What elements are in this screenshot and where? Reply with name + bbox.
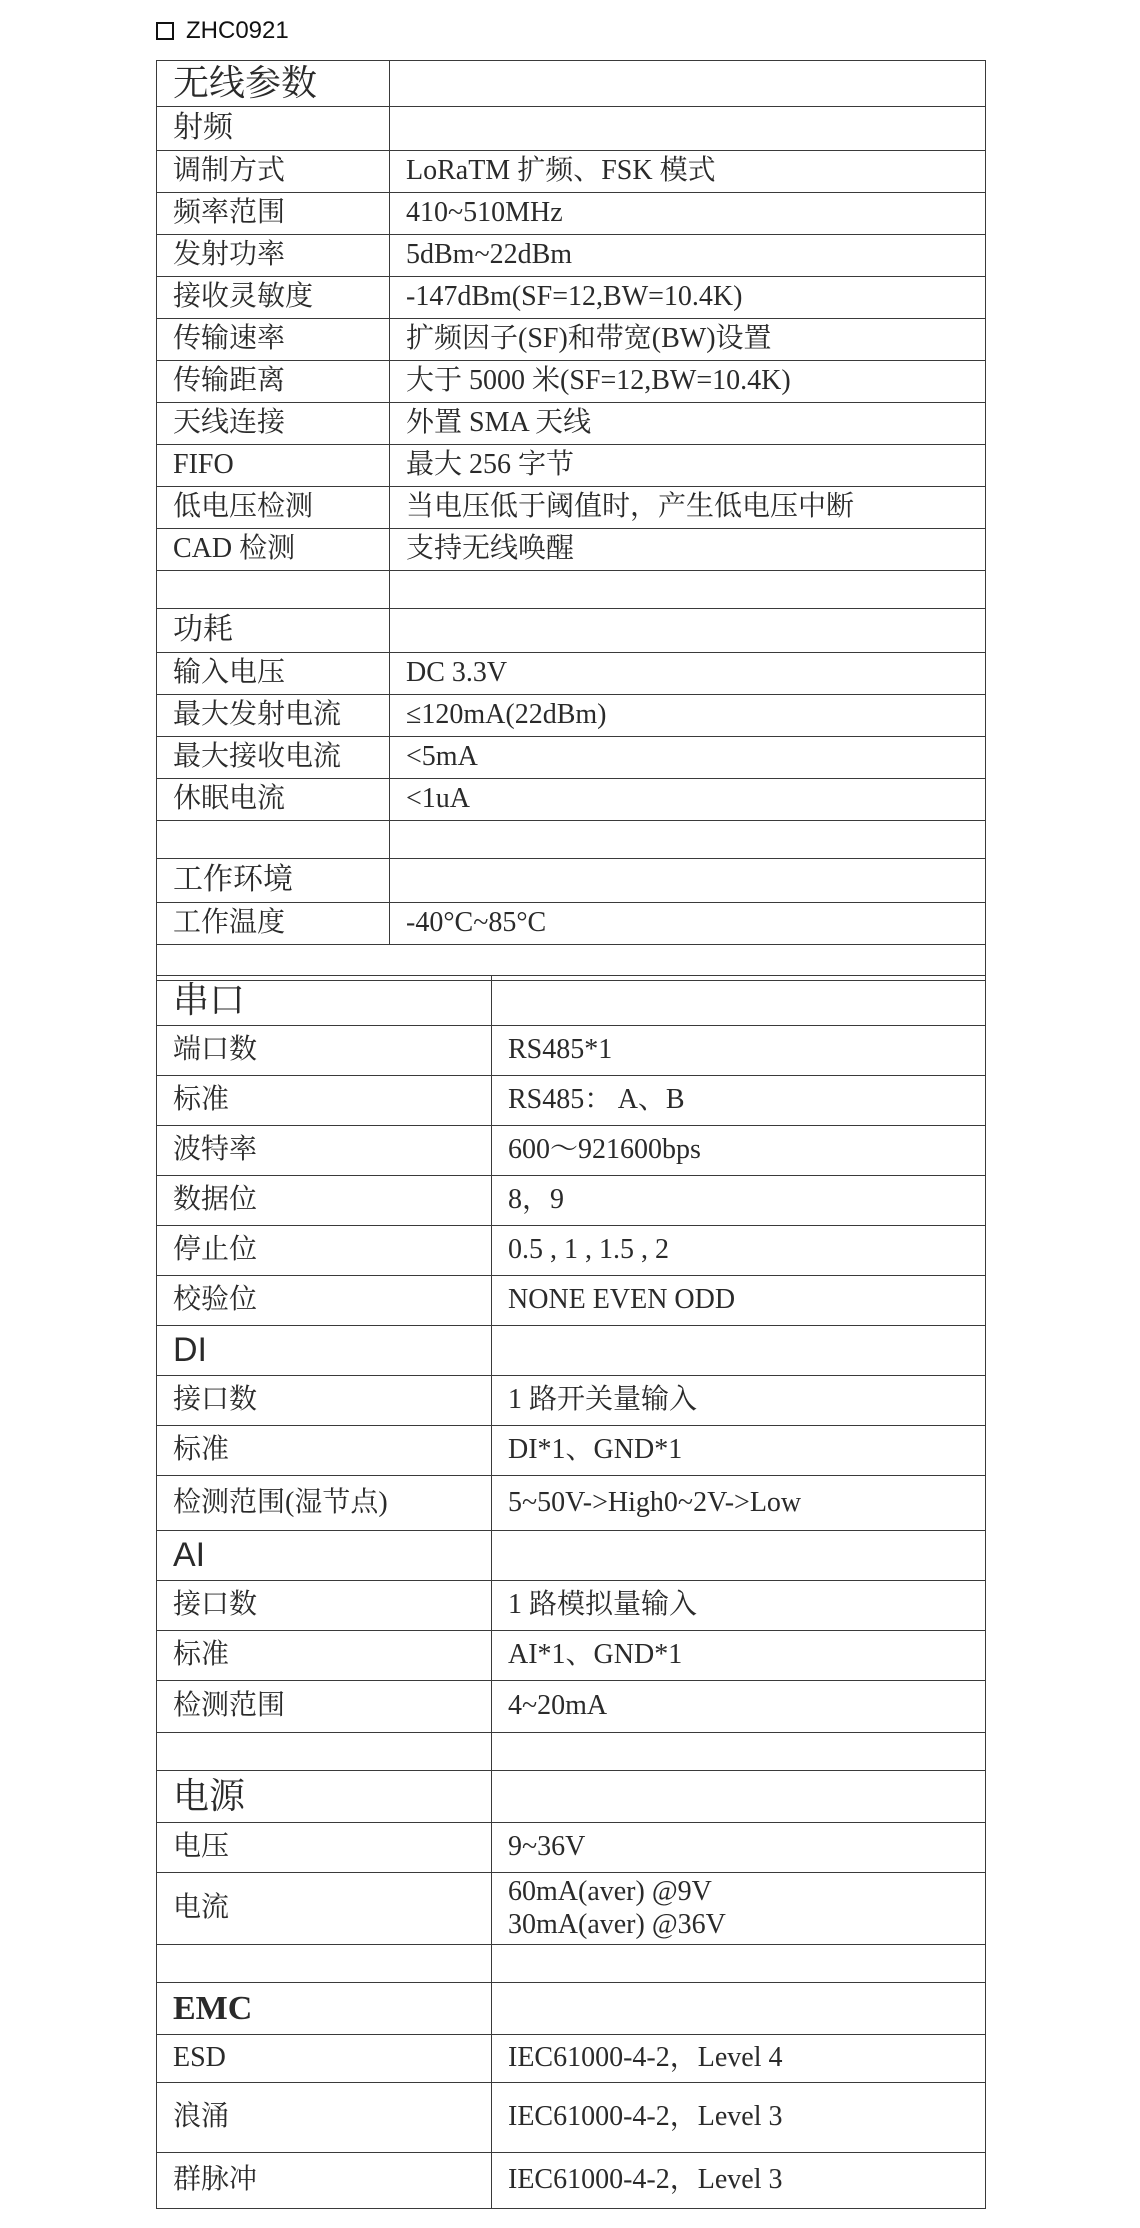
checkbox-icon	[156, 22, 174, 40]
spec-value: 410~510MHz	[390, 193, 986, 235]
spec-label: 调制方式	[157, 151, 390, 193]
spec-value: 1 路开关量输入	[492, 1376, 986, 1426]
spec-label: 最大发射电流	[157, 695, 390, 737]
spec-label: 传输速率	[157, 319, 390, 361]
spec-label: 传输距离	[157, 361, 390, 403]
spec-value	[492, 1983, 986, 2035]
spec-value: 1 路模拟量输入	[492, 1581, 986, 1631]
spec-label: 群脉冲	[157, 2153, 492, 2209]
spec-label	[157, 1733, 492, 1771]
table-row	[157, 107, 986, 151]
spec-label: 波特率	[157, 1126, 492, 1176]
table-row	[157, 1873, 986, 1945]
spec-value	[492, 1531, 986, 1581]
table-row	[157, 1581, 986, 1631]
spec-value: 9~36V	[492, 1823, 986, 1873]
table-row	[157, 1476, 986, 1531]
spec-label: 最大接收电流	[157, 737, 390, 779]
table-row	[157, 976, 986, 1026]
spec-value: 扩频因子(SF)和带宽(BW)设置	[390, 319, 986, 361]
spec-label: 电压	[157, 1823, 492, 1873]
spec-value: IEC61000-4-2，Level 3	[492, 2153, 986, 2209]
table-row	[157, 859, 986, 903]
spec-value: <1uA	[390, 779, 986, 821]
table-row	[157, 1026, 986, 1076]
table-row	[157, 319, 986, 361]
spec-value: LoRaTM 扩频、FSK 模式	[390, 151, 986, 193]
spec-label: 休眠电流	[157, 779, 390, 821]
spec-value	[492, 1771, 986, 1823]
spec-label: 停止位	[157, 1226, 492, 1276]
interface-spec-table	[156, 975, 986, 2209]
spec-value	[492, 1326, 986, 1376]
spec-label: 电流	[157, 1873, 492, 1945]
spec-value: 大于 5000 米(SF=12,BW=10.4K)	[390, 361, 986, 403]
table-row	[157, 361, 986, 403]
spec-label	[157, 1945, 492, 1983]
table-row	[157, 737, 986, 779]
table-row-empty	[157, 1733, 986, 1771]
doc-header	[156, 14, 289, 48]
spec-value	[390, 859, 986, 903]
table-row	[157, 1276, 986, 1326]
product-code: ZHC0921	[186, 17, 289, 44]
spec-label: 端口数	[157, 1026, 492, 1076]
spec-value	[390, 571, 986, 609]
spec-value: -147dBm(SF=12,BW=10.4K)	[390, 277, 986, 319]
spec-value	[390, 609, 986, 653]
spec-value: 4~20mA	[492, 1681, 986, 1733]
section-title: 无线参数	[157, 61, 390, 107]
table-row	[157, 779, 986, 821]
section-title: 电源	[157, 1771, 492, 1823]
spec-label: FIFO	[157, 445, 390, 487]
spec-value: IEC61000-4-2，Level 3	[492, 2083, 986, 2153]
spec-label: 工作温度	[157, 903, 390, 945]
spec-value	[492, 1873, 986, 1945]
table-row	[157, 609, 986, 653]
spec-value: 8，9	[492, 1176, 986, 1226]
spec-label: 数据位	[157, 1176, 492, 1226]
spec-value	[390, 107, 986, 151]
spec-value: ≤120mA(22dBm)	[390, 695, 986, 737]
spec-value	[492, 1945, 986, 1983]
subsection-title: 功耗	[157, 609, 390, 653]
section-title: AI	[157, 1531, 492, 1581]
spec-value: 5~50V->High0~2V->Low	[492, 1476, 986, 1531]
table-row	[157, 277, 986, 319]
section-title: 串口	[157, 976, 492, 1026]
current-value-1: 60mA(aver) @9V	[508, 1876, 712, 1908]
table-row	[157, 403, 986, 445]
table-row-empty	[157, 821, 986, 859]
spec-value: AI*1、GND*1	[492, 1631, 986, 1681]
spec-value: -40°C~85°C	[390, 903, 986, 945]
table-row	[157, 2153, 986, 2209]
spec-value: 当电压低于阈值时，产生低电压中断	[390, 487, 986, 529]
spec-label: 检测范围	[157, 1681, 492, 1733]
spec-value: IEC61000-4-2，Level 4	[492, 2035, 986, 2083]
section-title: EMC	[157, 1983, 492, 2035]
spec-label: 低电压检测	[157, 487, 390, 529]
spec-label: 标准	[157, 1076, 492, 1126]
spec-value: 600～921600bps	[492, 1126, 986, 1176]
table-row	[157, 1823, 986, 1873]
table-row	[157, 653, 986, 695]
spec-value: RS485*1	[492, 1026, 986, 1076]
table-row	[157, 903, 986, 945]
table-row	[157, 1983, 986, 2035]
spec-label: 校验位	[157, 1276, 492, 1326]
table-row	[157, 1076, 986, 1126]
spec-value: 外置 SMA 天线	[390, 403, 986, 445]
spec-value: NONE EVEN ODD	[492, 1276, 986, 1326]
table-row	[157, 1531, 986, 1581]
table-row	[157, 193, 986, 235]
table-row	[157, 151, 986, 193]
table-row	[157, 2035, 986, 2083]
spec-value: <5mA	[390, 737, 986, 779]
table-row	[157, 1771, 986, 1823]
spec-value	[390, 821, 986, 859]
table-row	[157, 235, 986, 277]
table-row	[157, 529, 986, 571]
table-row-empty	[157, 571, 986, 609]
subsection-title: 工作环境	[157, 859, 390, 903]
spec-label: 输入电压	[157, 653, 390, 695]
table-row	[157, 445, 986, 487]
spec-value: DC 3.3V	[390, 653, 986, 695]
spec-label: 浪涌	[157, 2083, 492, 2153]
wireless-spec-table	[156, 60, 986, 981]
spec-label: 接口数	[157, 1376, 492, 1426]
subsection-title: 射频	[157, 107, 390, 151]
spec-label: 标准	[157, 1631, 492, 1681]
table-row	[157, 1681, 986, 1733]
spec-value	[390, 61, 986, 107]
spec-label: 接收灵敏度	[157, 277, 390, 319]
table-row	[157, 61, 986, 107]
spec-value: DI*1、GND*1	[492, 1426, 986, 1476]
table-row	[157, 487, 986, 529]
spec-value: 最大 256 字节	[390, 445, 986, 487]
spec-label	[157, 571, 390, 609]
table-row	[157, 2083, 986, 2153]
spec-label: 检测范围(湿节点)	[157, 1476, 492, 1531]
spec-value: 5dBm~22dBm	[390, 235, 986, 277]
table-row	[157, 1631, 986, 1681]
spec-label: 标准	[157, 1426, 492, 1476]
table-row	[157, 695, 986, 737]
spec-label: 频率范围	[157, 193, 390, 235]
spec-value: 0.5 , 1 , 1.5 , 2	[492, 1226, 986, 1276]
spec-label	[157, 821, 390, 859]
table-row	[157, 1326, 986, 1376]
spec-label: ESD	[157, 2035, 492, 2083]
spec-value: RS485： A、B	[492, 1076, 986, 1126]
spec-label: 发射功率	[157, 235, 390, 277]
spec-value	[492, 1733, 986, 1771]
section-title: DI	[157, 1326, 492, 1376]
table-row-empty	[157, 1945, 986, 1983]
spec-label: 天线连接	[157, 403, 390, 445]
table-row	[157, 1176, 986, 1226]
current-value-2: 30mA(aver) @36V	[508, 1908, 726, 1940]
spec-label: 接口数	[157, 1581, 492, 1631]
table-row	[157, 1226, 986, 1276]
spec-value: 支持无线唤醒	[390, 529, 986, 571]
table-row	[157, 1126, 986, 1176]
spec-label: CAD 检测	[157, 529, 390, 571]
table-row	[157, 1376, 986, 1426]
spec-value	[492, 976, 986, 1026]
table-row	[157, 1426, 986, 1476]
